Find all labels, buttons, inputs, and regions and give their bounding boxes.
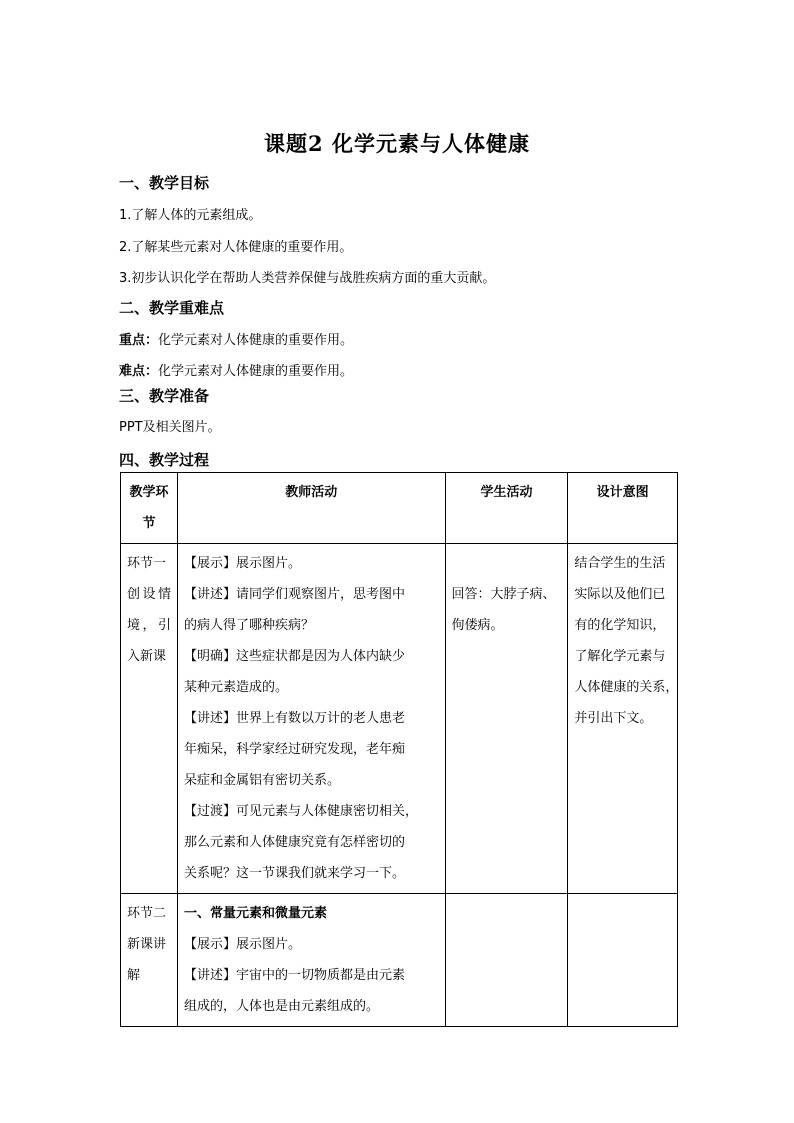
student-activity-cell — [445, 544, 568, 894]
teacher-line: 【讲述】世界上有数以万计的老人患老 — [184, 711, 406, 726]
col-header-teacher: 教师活动 — [178, 473, 446, 544]
intent-line: 有的化学知识， — [574, 618, 666, 633]
teacher-line: 某种元素造成的。 — [184, 680, 289, 695]
teacher-activity-cell — [178, 544, 446, 894]
teacher-line: 的病人得了哪种疾病？ — [184, 618, 315, 633]
stage-line: 环节二 — [127, 906, 167, 921]
stage-cell — [121, 894, 178, 1027]
teacher-line: 组成的，人体也是由元素组成的。 — [184, 999, 380, 1014]
teacher-line: 关系呢？这一节课我们就来学习一下。 — [184, 866, 406, 881]
difficulty-text: 化学元素对人体健康的重要作用。 — [158, 364, 354, 379]
header-stage-line-1: 教学环 — [129, 485, 169, 500]
difficulty-line — [119, 360, 353, 379]
col-header-stage — [121, 473, 178, 544]
intent-line: 并引出下文。 — [574, 711, 653, 726]
intent-line: 人体健康的关系， — [574, 680, 679, 695]
goal-item-3: 3.初步认识化学在帮助人类营养保健与战胜疾病方面的重大贡献。 — [119, 271, 496, 286]
teacher-activity-cell — [178, 894, 446, 1027]
student-activity-cell — [445, 894, 568, 1027]
col-header-intent: 设计意图 — [568, 473, 678, 544]
stage-line: 解 — [127, 968, 141, 983]
student-line-blank — [452, 548, 562, 579]
process-table — [120, 472, 678, 1027]
intent-line: 了解化学元素与 — [574, 649, 666, 664]
design-intent-cell — [568, 894, 678, 1027]
teacher-line: 【明确】这些症状都是因为人体内缺少 — [184, 649, 406, 664]
table-header-row — [121, 473, 678, 544]
focus-text: 化学元素对人体健康的重要作用。 — [158, 333, 354, 348]
stage-line: 环节一 — [127, 556, 167, 571]
goal-item-1: 1.了解人体的元素组成。 — [119, 208, 262, 223]
stage-line: 境，引 — [127, 618, 172, 633]
student-line: 回答：大脖子病、 — [451, 587, 556, 602]
goal-item-2: 2.了解某些元素对人体健康的重要作用。 — [119, 240, 353, 255]
student-line: 佝偻病。 — [451, 618, 504, 633]
teacher-line: 【过渡】可见元素与人体健康密切相关， — [184, 804, 419, 819]
prep-text: PPT及相关图片。 — [119, 420, 221, 435]
table-row — [121, 544, 678, 894]
header-stage-line-2: 节 — [142, 516, 156, 531]
difficulty-label: 难点： — [119, 364, 159, 379]
teacher-line: 年痴呆，科学家经过研究发现，老年痴 — [184, 742, 406, 757]
design-intent-cell — [568, 544, 678, 894]
teacher-line: 【讲述】请同学们观察图片，思考图中 — [184, 587, 406, 602]
section-heading-prep: 三、教学准备 — [119, 387, 210, 405]
stage-line: 入新课 — [127, 649, 167, 664]
stage-line: 创设情 — [127, 587, 172, 602]
stage-line: 新课讲 — [127, 937, 167, 952]
teacher-line: 【展示】展示图片。 — [184, 937, 302, 952]
focus-label: 重点： — [119, 333, 159, 348]
stage-cell — [121, 544, 178, 894]
page-title: 课题2 化学元素与人体健康 — [264, 131, 530, 156]
section-heading-goals: 一、教学目标 — [119, 174, 210, 192]
teacher-line: 【讲述】宇宙中的一切物质都是由元素 — [184, 968, 406, 983]
table-row — [121, 894, 678, 1027]
subsection-title: 一、常量元素和微量元素 — [184, 906, 328, 921]
col-header-student: 学生活动 — [445, 473, 568, 544]
teacher-line: 【展示】展示图片。 — [184, 556, 302, 571]
section-heading-key: 二、教学重难点 — [119, 299, 225, 317]
section-heading-process: 四、教学过程 — [119, 451, 210, 469]
teacher-line: 那么元素和人体健康究竟有怎样密切的 — [184, 835, 406, 850]
intent-line: 结合学生的生活 — [574, 556, 666, 571]
intent-line: 实际以及他们已 — [574, 587, 666, 602]
teacher-line: 呆症和金属铝有密切关系。 — [184, 773, 341, 788]
focus-line — [119, 329, 353, 348]
